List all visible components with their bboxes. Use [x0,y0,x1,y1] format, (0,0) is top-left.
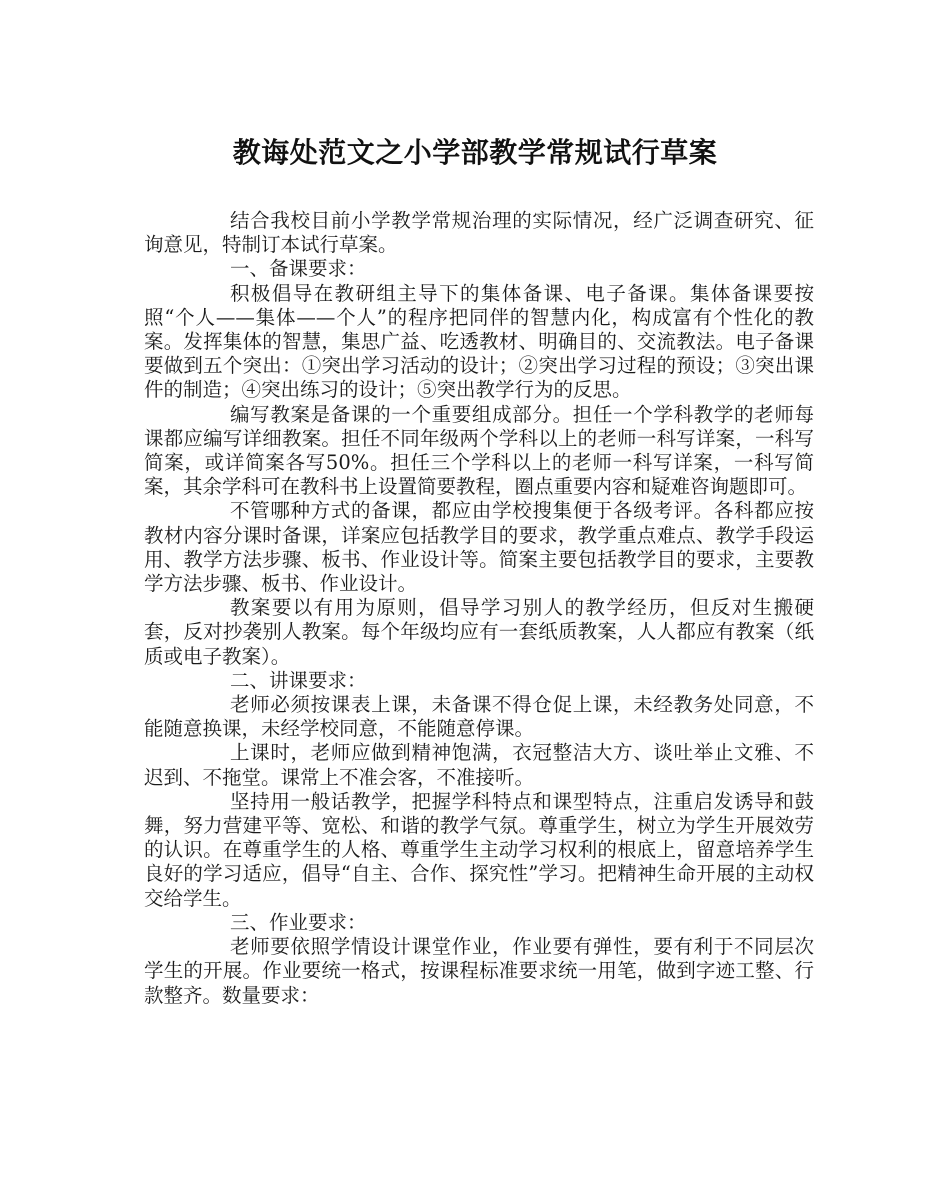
document-title: 教诲处范文之小学部教学常规试行草案 [232,136,718,169]
paragraph-collective-prep: 积极倡导在教研组主导下的集体备课、电子备课。集体备课要按照“个人——集体——个人”的程序把同伴的智慧内化，构成富有个性化的教案。发挥集体的智慧，集思广益、吃透教材、明确目的、交流教法。电子备课要做到五个突出：①突出学习活动的设计；②突出学习过程的预设；③突出课件的制造；④突出练习的设计；⑤突出教学行为的反思。 [144,281,814,402]
paragraph-intro: 结合我校目前小学教学常规治理的实际情况，经广泛调查研究、征询意见，特制订本试行草案。 [144,209,814,257]
paragraph-homework-design: 老师要依照学情设计课堂作业，作业要有弹性，要有利于不同层次学生的开展。作业要统一格式，按课程标准要求统一用笔，做到字迹工整、行款整齐。数量要求： [144,935,814,1007]
section-heading-teaching: 二、讲课要求： [230,668,367,692]
section-heading-lesson-prep: 一、备课要求： [230,257,367,281]
paragraph-plan-principles: 教案要以有用为原则，倡导学习别人的教学经历，但反对生搬硬套，反对抄袭别人教案。每个年级均应有一套纸质教案，人人都应有教案（纸质或电子教案）。 [144,596,814,668]
paragraph-schedule: 老师必须按课表上课，未备课不得仓促上课，未经教务处同意，不能随意换课，未经学校同意，不能随意停课。 [144,693,814,741]
paragraph-teaching-approach: 坚持用一般话教学，把握学科特点和课型特点，注重启发诱导和鼓舞，努力营建平等、宽松、和谐的教学气氛。尊重学生，树立为学生开展效劳的认识。在尊重学生的人格、尊重学生主动学习权利的根底上，留意培养学生良好的学习适应，倡导“自主、合作、探究性”学习。把精神生命开展的主动权交给学生。 [144,789,814,910]
paragraph-class-conduct: 上课时，老师应做到精神饱满，衣冠整洁大方、谈吐举止文雅、不迟到、不拖堂。课常上不准会客，不准接听。 [144,741,814,789]
paragraph-lesson-plans: 编写教案是备课的一个重要组成部分。担任一个学科教学的老师每课都应编写详细教案。担任不同年级两个学科以上的老师一科写详案，一科写简案，或详简案各写50%。担任三个学科以上的老师一科写详案，一科写简案，其余学科可在教科书上设置简要教程，圈点重要内容和疑难咨询题即可。 [144,402,814,499]
document-body [144,209,814,1008]
paragraph-prep-evaluation: 不管哪种方式的备课，都应由学校搜集便于各级考评。各科都应按教材内容分课时备课，详案应包括教学目的要求，教学重点难点、教学手段运用、教学方法步骤、板书、作业设计等。简案主要包括教学目的要求，主要教学方法步骤、板书、作业设计。 [144,499,814,596]
section-heading-homework: 三、作业要求： [230,910,367,934]
